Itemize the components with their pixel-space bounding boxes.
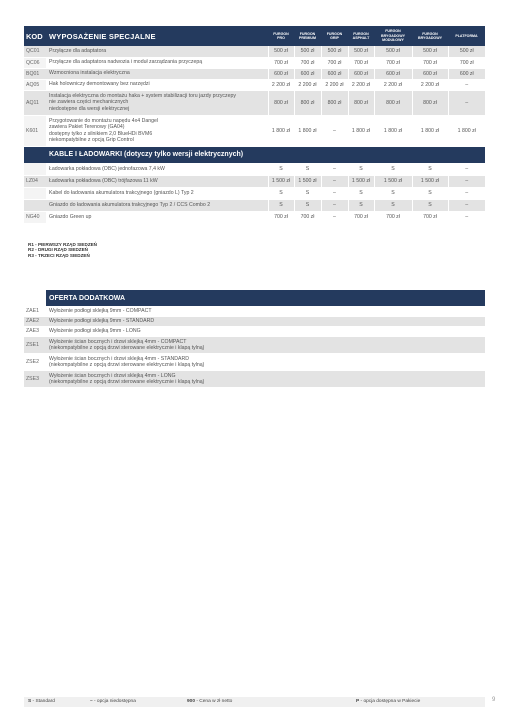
price-cell: 1 800 zł [348,115,374,146]
col-header: FURGON PREMIUM [294,26,321,46]
price-cell: – [321,187,348,199]
option-description [46,90,268,115]
price-cell: 700 zł [348,211,374,223]
description-line: Przyłącze dla adaptatora nadwozia i moduł zarządzania przyczepą [49,59,203,66]
price-cell: S [374,163,412,175]
price-cell: 1 800 zł [412,115,448,146]
table-row [24,57,485,68]
col-header: FURGON GRIP [321,26,348,46]
offer-code: ZSE2 [24,353,46,370]
description-line: niedostępne dla wersji elektrycznej [49,105,130,112]
price-cell: 2 200 zł [348,79,374,90]
price-cell: – [321,199,348,211]
table-row [24,68,485,79]
price-cell: 800 zł [412,90,448,115]
price-cell: 600 zł [348,68,374,79]
price-cell: S [412,199,448,211]
option-code: QC06 [24,57,46,68]
price-cell: 1 500 zł [294,175,321,187]
option-code [24,163,46,175]
offer-description [46,353,485,370]
description-line: Ładowarka pokładowa (OBC) jednofazowa 7,4 kW [49,165,165,172]
price-cell: 1 500 zł [374,175,412,187]
legend-item: R1 - PIERWSZY RZĄD SIEDZEŃ [28,242,98,247]
price-cell: – [321,163,348,175]
description-line: Ładowarka pokładowa (OBC) trójfazowa 11 kW [49,177,158,184]
table-row [24,187,485,199]
option-code: BQ01 [24,68,46,79]
legend-unavailable: – - opcja niedostępna [90,699,136,704]
table-row [24,175,485,187]
option-description [46,79,268,90]
price-cell: 800 zł [294,90,321,115]
option-code [24,187,46,199]
price-cell: S [268,199,294,211]
option-description [46,175,268,187]
price-cell: S [294,187,321,199]
price-cell: S [374,199,412,211]
price-cell: 800 zł [268,90,294,115]
price-cell: – [448,79,485,90]
offer-code: ZAE1 [24,306,46,316]
price-cell: S [294,199,321,211]
offer-code: ZSE1 [24,336,46,353]
description-line: Wyłożenie podłogi sklejką 9mm - STANDARD [49,318,155,324]
description-line: Gniazdo do ładowania akumulatora trakcyjnego Typ 2 / CCS Combo 2 [49,201,211,208]
subsection-header [24,146,485,163]
price-cell: 800 zł [321,90,348,115]
price-cell: S [412,187,448,199]
description-line: zawiera Pakiet Terenowy (GA04) [49,124,125,131]
table-row [24,163,485,175]
price-cell: 600 zł [321,68,348,79]
price-cell: – [321,211,348,223]
option-description [46,187,268,199]
option-description [46,57,268,68]
price-cell: 700 zł [268,211,294,223]
price-cell: 2 200 zł [321,79,348,90]
price-cell: 800 zł [348,90,374,115]
offer-header [24,290,485,306]
price-cell: 1 800 zł [268,115,294,146]
table-row [24,115,485,146]
table-row [24,46,485,57]
option-description [46,211,268,223]
col-header: FURGON BRYGADOWY MODUŁOWY [374,26,412,46]
option-code: LZ04 [24,175,46,187]
option-code: NG40 [24,211,46,223]
offer-row [24,370,485,387]
price-cell: 700 zł [294,211,321,223]
option-description [46,163,268,175]
price-cell: 500 zł [294,46,321,57]
price-cell: S [348,199,374,211]
price-cell: 700 zł [321,57,348,68]
legend-price: 900 - Cena w zł netto [187,699,233,704]
price-cell: 1 500 zł [268,175,294,187]
price-cell: 700 zł [448,57,485,68]
price-cell: 700 zł [412,211,448,223]
description-line: Gniazdo Green up [49,213,92,220]
offer-row [24,326,485,336]
option-description [46,46,268,57]
offer-description [46,326,485,336]
offer-code: ZSE3 [24,370,46,387]
price-cell: 1 500 zł [412,175,448,187]
table-row [24,199,485,211]
page-number: 9 [492,697,496,703]
price-cell: S [412,163,448,175]
table-row [24,211,485,223]
option-description [46,115,268,146]
offer-description [46,306,485,316]
price-cell: 600 zł [294,68,321,79]
price-cell: – [321,175,348,187]
price-cell: – [321,115,348,146]
option-code: AQ05 [24,79,46,90]
description-line: Instalacja elektryczna do montażu haka + system stabilizacji toru jazdy przyczepy [49,93,236,100]
description-line: Wzmocniona instalacja elektryczna [49,70,130,77]
offer-row [24,336,485,353]
description-line: nie zawiera części mechanicznych [49,99,129,106]
offer-code: ZAE3 [24,326,46,336]
legend-package: P - opcja dostępna w Pakiecie [356,699,421,704]
price-cell: S [348,163,374,175]
price-cell: 500 zł [321,46,348,57]
price-cell: 500 zł [374,46,412,57]
price-cell: 600 zł [374,68,412,79]
price-cell: 700 zł [374,211,412,223]
kod-header: KOD [24,26,46,46]
subsection-title: KABLE I ŁADOWARKI (dotyczy tylko wersji elektrycznych) [46,146,485,163]
price-cell: 2 200 zł [412,79,448,90]
price-cell: 700 zł [294,57,321,68]
price-cell: 700 zł [374,57,412,68]
seat-row-legend [28,242,97,258]
price-cell: 800 zł [374,90,412,115]
description-line: (niekompatybilne z opcją drzwi sterowane elektrycznie i klapą tylną) [49,361,205,368]
price-cell: 1 800 zł [294,115,321,146]
description-line: Przyłącze dla adaptatora [49,48,107,55]
option-code [24,199,46,211]
price-cell: 500 zł [412,46,448,57]
price-cell: 600 zł [412,68,448,79]
option-code: AQ11 [24,90,46,115]
price-cell: 2 200 zł [294,79,321,90]
description-line: niekompatybilne z opcją Grip Control [49,136,134,143]
description-line: Wyłożenie podłogi sklejką 9mm - LONG [49,328,141,334]
description-line: Hak holowniczy demontowany bez narzędzi [49,81,150,88]
offer-row [24,316,485,326]
table-title: WYPOSAŻENIE SPECJALNE [46,26,268,46]
offer-row [24,353,485,370]
price-cell: 600 zł [448,68,485,79]
offer-code: ZAE2 [24,316,46,326]
price-cell: 600 zł [268,68,294,79]
price-cell: – [448,163,485,175]
price-cell: – [448,211,485,223]
legend-item: R2 - DRUGI RZĄD SIEDZEŃ [28,247,88,253]
col-header: FURGON PRO [268,26,294,46]
option-description [46,199,268,211]
option-description [46,68,268,79]
option-code: QC01 [24,46,46,57]
col-header: PLATFORMA [448,26,485,46]
description-line: Przygotowanie do montażu napędu 4x4 Dangel [49,118,159,125]
price-cell: 500 zł [448,46,485,57]
price-cell: 1 800 zł [448,115,485,146]
price-cell: S [268,163,294,175]
description-line: Wyłożenie ścian bocznych i drzwi sklejką 4mm - COMPACT [49,338,187,345]
price-cell: 2 200 zł [374,79,412,90]
special-equipment-table [24,26,485,224]
additional-offer-table [24,290,485,388]
offer-title: OFERTA DODATKOWA [46,290,485,306]
price-cell: 2 200 zł [268,79,294,90]
price-cell: S [294,163,321,175]
table-header [24,26,485,46]
description-line: dostępny tylko z silnikiem 2,0 BlueHDi BVM6 [49,130,153,137]
price-cell: – [448,187,485,199]
table-row [24,90,485,115]
legend-standard: S - Standard [28,699,55,704]
price-cell: 500 zł [348,46,374,57]
price-cell: 1 500 zł [348,175,374,187]
price-cell: 1 800 zł [374,115,412,146]
col-header: FURGON BRYGADOWY [412,26,448,46]
legend-item: R3 - TRZECI RZĄD SIEDZEŃ [28,252,90,258]
price-cell: S [374,187,412,199]
price-cell: – [448,90,485,115]
table-row [24,79,485,90]
description-line: Wyłożenie podłogi sklejką 9mm - COMPACT [49,307,152,314]
price-cell: – [448,199,485,211]
description-line: Kabel do ładowania akumulatora trakcyjnego (gniazdo L) Typ 2 [49,189,194,196]
offer-description [46,370,485,387]
price-cell: 700 zł [268,57,294,68]
offer-description [46,316,485,326]
col-header: FURGON ASPHALT [348,26,374,46]
price-cell: S [268,187,294,199]
description-line: (niekompatybilne z opcją drzwi sterowane elektrycznie i klapą tylną) [49,344,205,351]
offer-description [46,336,485,353]
description-line: (niekompatybilne z opcją drzwi sterowane elektrycznie i klapą tylną) [49,378,205,385]
price-cell: 500 zł [268,46,294,57]
price-cell: 700 zł [348,57,374,68]
price-cell: S [348,187,374,199]
description-line: Wyłożenie ścian bocznych i drzwi sklejką 4mm - STANDARD [49,355,189,362]
price-cell: – [448,175,485,187]
price-cell: 700 zł [412,57,448,68]
option-code: K601 [24,115,46,146]
description-line: Wyłożenie ścian bocznych i drzwi sklejką 4mm - LONG [49,372,176,379]
offer-row [24,306,485,316]
footer-legend [24,697,485,707]
